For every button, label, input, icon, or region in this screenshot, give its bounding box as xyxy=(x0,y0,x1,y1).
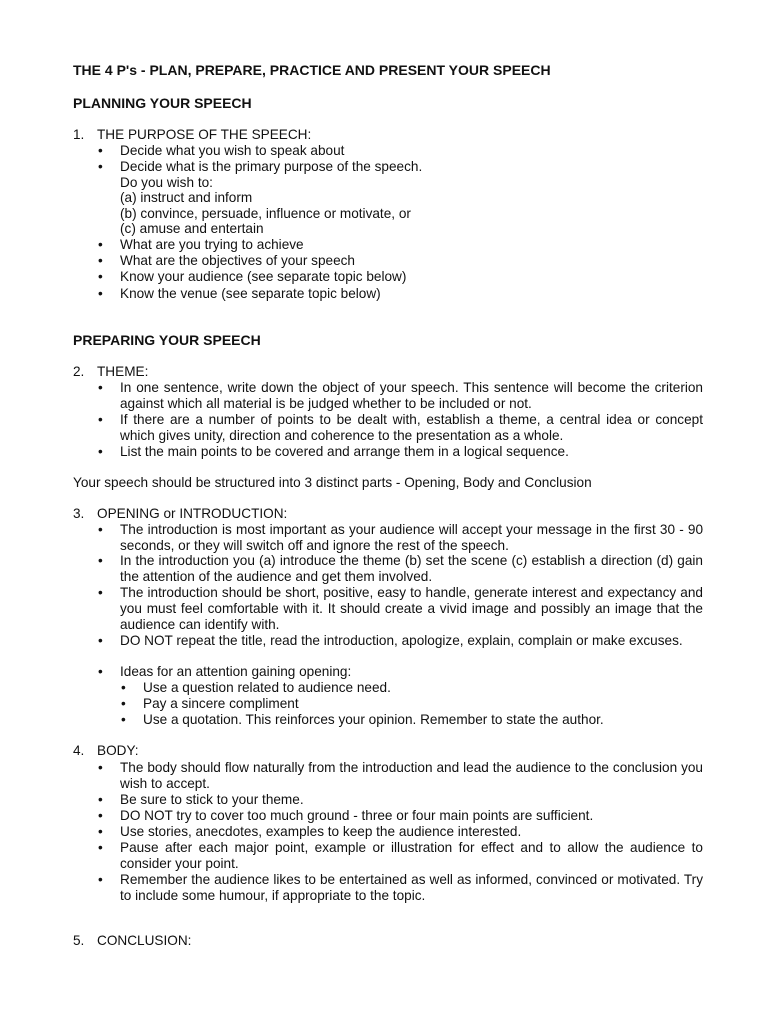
item-4-label: BODY: xyxy=(97,743,139,758)
list-item: Know your audience (see separate topic below) xyxy=(120,269,407,284)
bullet-icon: • xyxy=(121,712,126,727)
list-item: Use stories, anecdotes, examples to keep the audience interested. xyxy=(120,824,522,839)
bullet-icon: • xyxy=(121,696,126,711)
item-1-label: THE PURPOSE OF THE SPEECH: xyxy=(97,127,312,142)
bullet-icon: • xyxy=(98,792,103,807)
bullet-icon: • xyxy=(98,412,103,427)
heading-preparing: PREPARING YOUR SPEECH xyxy=(73,332,261,348)
list-item: Be sure to stick to your theme. xyxy=(120,792,304,807)
list-subline: (c) amuse and entertain xyxy=(120,221,264,236)
item-5-label: CONCLUSION: xyxy=(97,933,192,948)
list-item: What are you trying to achieve xyxy=(120,237,304,252)
list-item: Ideas for an attention gaining opening: xyxy=(120,664,352,679)
bullet-icon: • xyxy=(98,585,103,600)
bullet-icon: • xyxy=(98,143,103,158)
bullet-icon: • xyxy=(98,286,103,301)
item-4-number: 4. xyxy=(73,743,85,758)
list-subline: Do you wish to: xyxy=(120,175,213,190)
list-subline: (a) instruct and inform xyxy=(120,190,253,205)
list-item: List the main points to be covered and arrange them in a logical sequence. xyxy=(120,444,569,459)
item-2-number: 2. xyxy=(73,364,85,379)
bullet-icon: • xyxy=(98,237,103,252)
bullet-icon: • xyxy=(98,840,103,855)
bullet-icon: • xyxy=(98,553,103,568)
structure-note: Your speech should be structured into 3 distinct parts - Opening, Body and Conclusion xyxy=(73,475,592,490)
list-subitem: Pay a sincere compliment xyxy=(143,696,299,711)
list-item: What are the objectives of your speech xyxy=(120,253,355,268)
bullet-icon: • xyxy=(98,633,103,648)
list-item: Decide what you wish to speak about xyxy=(120,143,345,158)
list-item: The body should flow naturally from the introduction and lead the audience to the conclusion you wish to accept. xyxy=(120,760,703,791)
list-item: DO NOT try to cover too much ground - three or four main points are sufficient. xyxy=(120,808,594,823)
bullet-icon: • xyxy=(98,664,103,679)
list-subitem: Use a quotation. This reinforces your opinion. Remember to state the author. xyxy=(143,712,604,727)
list-item: If there are a number of points to be dealt with, establish a theme, a central idea or concept which gives unity, direction and coherence to the presentation as a whole. xyxy=(120,412,703,443)
list-item: In one sentence, write down the object of your speech. This sentence will become the criterion against which all material is be judged whether to be included or not. xyxy=(120,380,703,411)
item-3-label: OPENING or INTRODUCTION: xyxy=(97,506,288,521)
bullet-icon: • xyxy=(98,522,103,537)
document-title: THE 4 P's - PLAN, PREPARE, PRACTICE AND PRESENT YOUR SPEECH xyxy=(73,62,551,78)
list-item: Decide what is the primary purpose of the speech. xyxy=(120,159,423,174)
bullet-icon: • xyxy=(98,824,103,839)
item-3-number: 3. xyxy=(73,506,85,521)
list-item: Know the venue (see separate topic below) xyxy=(120,286,381,301)
list-item: In the introduction you (a) introduce the theme (b) set the scene (c) establish a direction (d) gain the attention of the audience and get them involved. xyxy=(120,553,703,584)
list-item: DO NOT repeat the title, read the introduction, apologize, explain, complain or make excuses. xyxy=(120,633,683,648)
item-5-number: 5. xyxy=(73,933,85,948)
list-item: The introduction is most important as your audience will accept your message in the first 30 - 90 seconds, or they will switch off and ignore the rest of the speech. xyxy=(120,522,703,553)
bullet-icon: • xyxy=(98,380,103,395)
bullet-icon: • xyxy=(98,808,103,823)
list-item: Remember the audience likes to be entertained as well as informed, convinced or motivated. Try to include some humour, if appropriate to the topic. xyxy=(120,872,703,903)
bullet-icon: • xyxy=(121,680,126,695)
heading-planning: PLANNING YOUR SPEECH xyxy=(73,95,252,111)
item-1-number: 1. xyxy=(73,127,85,142)
list-item: Pause after each major point, example or illustration for effect and to allow the audience to consider your point. xyxy=(120,840,703,871)
bullet-icon: • xyxy=(98,253,103,268)
bullet-icon: • xyxy=(98,269,103,284)
list-subitem: Use a question related to audience need. xyxy=(143,680,391,695)
list-item: The introduction should be short, positive, easy to handle, generate interest and expectancy and you must feel comfortable with it. It should create a vivid image and possibly an image that the audience can identify with. xyxy=(120,585,703,632)
bullet-icon: • xyxy=(98,444,103,459)
item-2-label: THEME: xyxy=(97,364,149,379)
list-subline: (b) convince, persuade, influence or motivate, or xyxy=(120,206,411,221)
bullet-icon: • xyxy=(98,159,103,174)
bullet-icon: • xyxy=(98,760,103,775)
bullet-icon: • xyxy=(98,872,103,887)
